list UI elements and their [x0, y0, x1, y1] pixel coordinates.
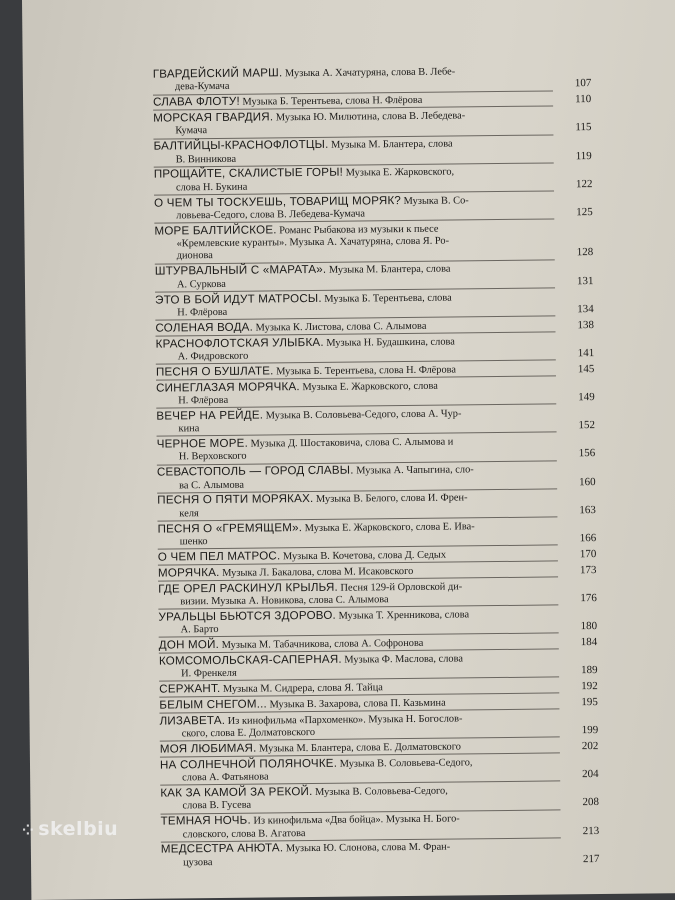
page-number: 173 — [579, 563, 597, 576]
song-credits: Музыка Б. Терентьева, слова Н. Флёрова — [239, 95, 423, 108]
watermark-text: skelbiu — [38, 818, 119, 840]
song-title: О ЧЕМ ПЕЛ МАТРОС. — [157, 549, 281, 564]
page-number: 202 — [581, 739, 599, 753]
song-credits: Из кинофильма «Пархоменко». Музыка Н. Богослов- — [225, 713, 463, 727]
song-title: СОЛЕНАЯ ВОДА. — [155, 320, 254, 335]
song-credits: Музыка В. Соловьева-Седого, слова А. Чур- — [263, 408, 462, 422]
song-credits: Музыка Т. Хренникова, слова — [335, 609, 470, 622]
song-credits-continuation: ловьева-Седого, слова В. Лебедева-Кумача — [176, 208, 366, 222]
song-title: МОРСКАЯ ГВАРДИЯ. — [153, 110, 274, 125]
song-credits: Музыка Ю. Слонова, слова М. Фран- — [283, 842, 451, 855]
toc-entry — [158, 579, 597, 610]
song-credits-continuation: слова А. Фатьянова — [182, 771, 269, 784]
song-credits-continuation: шенко — [179, 535, 208, 548]
song-credits-continuation: цузова — [182, 856, 213, 869]
song-credits: Музыка Ф. Маслова, слова — [341, 653, 463, 666]
song-credits-continuation: В. Винникова — [175, 153, 237, 165]
toc-entry — [160, 783, 599, 814]
toc-entry — [153, 165, 593, 196]
page-number: 145 — [577, 362, 595, 375]
page-number: 125 — [576, 205, 593, 219]
page-number: 107 — [574, 77, 592, 90]
song-credits: Музыка Д. Шостаковича, слова С. Алымова и — [247, 436, 454, 450]
song-title: КАК ЗА КАМОЙ ЗА РЕКОЙ. — [160, 785, 313, 800]
toc-entry — [158, 651, 598, 682]
song-title: ЛИЗАВЕТА. — [159, 713, 226, 728]
toc-entry — [159, 755, 599, 786]
song-credits: Музыка Б. Терентьева, слова — [321, 292, 452, 305]
toc-entry — [155, 334, 595, 365]
page-number: 128 — [576, 246, 594, 259]
page-number: 195 — [581, 695, 598, 709]
page-number: 180 — [580, 620, 598, 633]
toc-entry — [156, 406, 596, 437]
song-title: ШТУРВАЛЬНЫЙ С «МАРАТА». — [154, 263, 327, 278]
song-credits-continuation: Н. Флёрова — [178, 394, 229, 407]
song-credits: Музыка А. Чапыгина, сло- — [353, 464, 474, 477]
song-credits: Музыка М. Табачникова, слова А. Софронова — [219, 637, 424, 651]
song-credits-continuation: словского, слова В. Агатова — [182, 827, 306, 840]
song-credits: Музыка Е. Жарковского, слова Е. Ива- — [302, 520, 475, 534]
page-number: 152 — [578, 419, 596, 432]
song-title: БЕЛЫМ СНЕГОМ... — [159, 697, 267, 712]
song-credits: Музыка В. Захарова, слова П. Казьмина — [266, 697, 446, 711]
song-credits: Музыка Н. Будашкина, слова — [323, 336, 455, 349]
song-title: ПЕСНЯ О БУШЛАТЕ. — [155, 364, 274, 379]
song-credits-continuation: слова Н. Букина — [175, 181, 248, 194]
song-credits-continuation: А. Фидровского — [177, 350, 249, 363]
song-title: О ЧЕМ ТЫ ТОСКУЕШЬ, ТОВАРИЩ МОРЯК? — [154, 193, 402, 210]
page-number: 192 — [581, 680, 598, 693]
page-number: 204 — [582, 768, 599, 781]
song-credits: Музыка А. Хачатуряна, слова В. Лебе- — [282, 66, 456, 80]
page-number: 131 — [576, 274, 594, 287]
song-credits-continuation: визии. Музыка А. Новикова, слова С. Алымова — [180, 594, 389, 608]
toc-entry — [153, 109, 592, 140]
song-credits-continuation: дева-Кумача — [174, 81, 230, 93]
song-credits: Музыка М. Блантера, слова — [328, 138, 453, 152]
toc-entry — [158, 607, 598, 638]
page-number: 217 — [582, 852, 600, 865]
song-title: СЕВАСТОПОЛЬ — ГОРОД СЛАВЫ. — [156, 463, 354, 479]
toc-entry-line — [159, 679, 559, 696]
page-number: 149 — [578, 390, 595, 404]
book-page — [22, 0, 675, 900]
page-number: 122 — [575, 177, 593, 190]
watermark-dots-icon: ⁘ — [22, 823, 35, 839]
toc-entry — [155, 378, 595, 409]
song-credits: Музыка В. Соловьева-Седого, — [337, 757, 473, 770]
song-title: СИНЕГЛАЗАЯ МОРЯЧКА. — [155, 379, 300, 395]
song-credits: Музыка К. Листова, слова С. Алымова — [252, 320, 427, 334]
song-credits: Музыка Б. Терентьева, слова Н. Флёрова — [273, 364, 457, 378]
song-title: СЕРЖАНТ. — [159, 681, 221, 696]
song-title: ГДЕ ОРЕЛ РАСКИНУЛ КРЫЛЬЯ. — [158, 580, 338, 596]
song-credits: Музыка Л. Бакалова, слова М. Исаковского — [219, 565, 414, 579]
watermark — [22, 818, 118, 840]
page-number: 163 — [579, 503, 596, 516]
song-credits: Музыка Е. Жарковского, слова — [299, 380, 438, 393]
song-credits-continuation: А. Суркова — [176, 278, 226, 291]
song-title: КРАСНОФЛОТСКАЯ УЛЫБКА. — [155, 335, 324, 351]
song-credits: Музыка Ю. Милютина, слова В. Лебедева- — [273, 110, 466, 124]
toc-entry-line — [158, 563, 558, 580]
table-of-contents — [23, 63, 675, 872]
song-credits-continuation: «Кремлевские куранты». Музыка А. Хачатуряна, слова Я. Ро- — [176, 235, 450, 250]
toc-entry-line — [159, 695, 559, 712]
song-credits-continuation: Н. Флёрова — [177, 306, 228, 319]
song-credits: Музыка М. Сидрера, слова Я. Тайца — [220, 682, 383, 695]
page-number: 156 — [578, 447, 596, 460]
song-title: МОРЕ БАЛТИЙСКОЕ. — [154, 223, 277, 238]
song-credits-continuation: Н. Верховского — [178, 451, 247, 463]
toc-entry — [153, 137, 592, 168]
toc-entry — [154, 262, 594, 293]
song-credits: Музыка В. Кочетова, слова Д. Седых — [280, 549, 447, 563]
song-credits-continuation: келя — [179, 507, 199, 520]
song-credits-continuation: ва С. Алымова — [179, 479, 245, 491]
toc-entry — [157, 519, 597, 550]
song-credits: Музыка М. Блантера, слова — [326, 263, 451, 277]
song-credits-continuation: ского, слова Е. Долматовского — [181, 727, 316, 740]
song-title: МЕДСЕСТРА АНЮТА. — [160, 841, 284, 857]
song-title: ЭТО В БОЙ ИДУТ МАТРОСЫ. — [155, 291, 322, 307]
song-title: ГВАРДЕЙСКИЙ МАРШ. — [152, 66, 283, 81]
song-credits: Музыка М. Блантера, слова Е. Долматовского — [256, 741, 461, 755]
page-number: 110 — [575, 93, 592, 106]
page-number: 170 — [579, 547, 597, 560]
page-number: 160 — [579, 475, 596, 488]
toc-entry — [156, 463, 596, 494]
song-title: СЛАВА ФЛОТУ! — [153, 94, 240, 109]
page-number: 138 — [577, 318, 594, 331]
song-title: ЧЕРНОЕ МОРЕ. — [156, 436, 249, 451]
toc-entry-line — [155, 318, 555, 335]
page-number: 208 — [582, 796, 599, 809]
song-credits-continuation: слова В. Гусева — [182, 800, 252, 812]
page-number: 134 — [577, 302, 594, 315]
page-number: 115 — [575, 121, 592, 134]
song-title: ПРОЩАЙТЕ, СКАЛИСТЫЕ ГОРЫ! — [153, 166, 344, 182]
toc-entry — [155, 290, 594, 321]
page-number: 213 — [582, 824, 600, 837]
toc-entry-line — [158, 547, 558, 564]
toc-entry — [160, 840, 600, 870]
song-credits: Музыка Е. Жарковского, — [343, 166, 455, 180]
song-title: ПЕСНЯ О «ГРЕМЯЩЕМ». — [157, 520, 303, 536]
song-credits-continuation: кина — [178, 423, 200, 435]
song-credits: Музыка В. Со- — [400, 194, 469, 207]
toc-entry — [156, 434, 596, 465]
song-credits: Песня 129-й Орловской ди- — [337, 580, 463, 594]
song-credits: Из кинофильма «Два бойца». Музыка Н. Бого- — [250, 813, 460, 827]
toc-entry — [154, 221, 594, 264]
song-credits: Музыка В. Соловьева-Седого, — [312, 785, 448, 799]
page-number: 199 — [581, 724, 599, 737]
song-title: БАЛТИЙЦЫ-КРАСНОФЛОТЦЫ. — [153, 138, 329, 153]
song-credits-continuation: Кумача — [175, 125, 208, 137]
song-title: МОЯ ЛЮБИМАЯ. — [159, 741, 257, 756]
toc-entry-line — [159, 635, 559, 652]
toc-entry — [152, 64, 592, 95]
song-title: ВЕЧЕР НА РЕЙДЕ. — [156, 408, 264, 423]
song-credits: Романс Рыбакова из музыки к пьесе — [276, 223, 439, 237]
page-number: 184 — [580, 635, 598, 649]
song-credits-continuation: дионова — [176, 250, 213, 262]
song-title: ТЕМНАЯ НОЧЬ. — [160, 813, 251, 828]
song-title: УРАЛЬЦЫ БЬЮТСЯ ЗДОРОВО. — [158, 608, 337, 624]
song-title: КОМСОМОЛЬСКАЯ-САПЕРНАЯ. — [158, 652, 342, 668]
song-title: ДОН МОЙ. — [158, 637, 220, 652]
song-title: МОРЯЧКА. — [157, 565, 220, 580]
song-credits-continuation: А. Барто — [180, 624, 219, 636]
song-title: НА СОЛНЕЧНОЙ ПОЛЯНОЧКЕ. — [159, 756, 338, 772]
toc-entry — [154, 193, 593, 224]
song-credits: Музыка В. Белого, слова И. Френ- — [313, 492, 468, 506]
page-number: 119 — [575, 149, 592, 162]
toc-entry-line — [153, 93, 553, 110]
toc-entry — [159, 711, 599, 742]
page-number: 189 — [580, 664, 598, 677]
page-number: 166 — [579, 531, 597, 545]
toc-entry — [157, 491, 596, 522]
page-number: 141 — [577, 346, 595, 360]
toc-entry-line — [156, 362, 556, 379]
song-title: ПЕСНЯ О ПЯТИ МОРЯКАХ. — [157, 492, 314, 508]
toc-entry-line — [160, 739, 560, 756]
toc-entry — [160, 812, 600, 843]
page-number: 176 — [580, 591, 597, 605]
song-credits-continuation: И. Френкеля — [181, 667, 237, 680]
